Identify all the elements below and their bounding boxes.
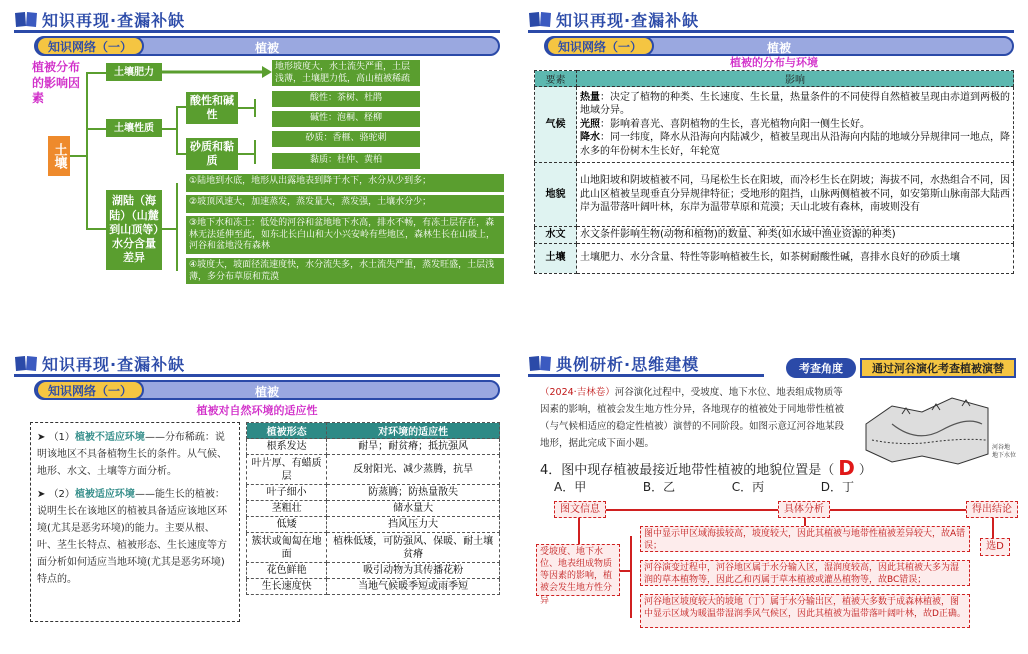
book-icon: [14, 10, 38, 28]
form-cell: 簇状或匍匐在地面: [247, 533, 327, 563]
branch-moisture: 湖陆（海陆）（山麓到山顶等）水分含量差异: [106, 190, 162, 270]
flow-conclusion: 选D: [980, 538, 1010, 556]
adapt-cell: 耐旱；耐贫瘠；抵抗强风: [327, 439, 500, 455]
adapt-cell: 植株低矮，可防强风、保暖、耐土壤贫瘠: [327, 533, 500, 563]
book-icon: [14, 354, 38, 372]
flow-analysis-label: 具体分析: [778, 501, 830, 518]
adapt-cell: 防蒸腾；防热量散失: [327, 485, 500, 501]
acid-alkali: 酸性和碱性: [186, 92, 238, 124]
term: 光照: [580, 118, 600, 130]
alkali-item: 碱性：泡桐、柽柳: [272, 111, 420, 127]
option-d[interactable]: D．丁: [820, 480, 854, 494]
note-prefix: （1）: [48, 432, 75, 443]
options: [554, 478, 854, 495]
table-row: [247, 533, 500, 563]
passage-text: 河谷演化过程中，受坡度、地下水位、地表组成物质等因素的影响，植被会发生地方性分异，各地现存的植被处于同地带性植被（与气候相适应的稳定性植被）演替的不同阶段。如图示意辽河谷地某段地形，据此完成下面小题。: [540, 387, 845, 450]
section-bar: [34, 380, 500, 400]
form-cell: 叶片厚、有蜡质层: [247, 455, 327, 485]
panel3-header: [14, 352, 500, 374]
header-title: 知识再现·查漏补缺: [42, 354, 186, 374]
connector: [238, 107, 254, 109]
factor-cell: 地貌: [535, 163, 577, 227]
section-topic: 植被: [254, 385, 279, 399]
moisture-item-4: ④坡度大，坡面径流速度快，水分流失多，水土流失严重，蒸发旺盛，土层浅薄，多分布草原和荒漠: [186, 258, 504, 284]
connector: [254, 99, 256, 117]
adapt-cell: 反射阳光、减少蒸腾，抗旱: [327, 455, 500, 485]
section-pill: 知识网络（一）: [36, 380, 144, 400]
panel2-header: [528, 8, 1014, 30]
moisture-item-3: ③地下水和冻土：低处的河谷和盆地地下水高，排水不畅，有冻土层存在，森林无法延伸至此，如东北长白山和大小兴安岭有些地区，森林生长在山坡上，河谷和盆地没有森林: [186, 216, 504, 254]
connector: [162, 128, 176, 130]
passage: [540, 384, 850, 452]
source: （2024·吉林卷）: [540, 387, 615, 398]
flow-info: 受坡度、地下水位、地表组成物质等因素的影响，植被会发生地方性分异: [536, 544, 620, 596]
effect-cell: [577, 87, 1014, 163]
form-cell: 生长速度快: [247, 579, 327, 595]
option-c[interactable]: C．丙: [731, 480, 765, 494]
fertility-text: 地形坡度大，水土流失严重，土层浅薄，土壤肥力低，高山植被稀疏: [272, 60, 420, 86]
option-a[interactable]: A．甲: [554, 480, 587, 494]
flow-info-label: 图文信息: [554, 501, 606, 518]
factors-title: 植被分布的影响因素: [32, 60, 81, 106]
flow-conclusion-label: 得出结论: [966, 501, 1018, 518]
connector: [238, 153, 254, 155]
form-cell: 低矮: [247, 517, 327, 533]
section-bar: [544, 36, 1014, 56]
flow-analysis-1: 图中显示甲区域海拔较高，坡度较大，因此其植被与地带性植被差异较大，故A错误；: [640, 526, 970, 552]
connector: [254, 140, 256, 164]
moisture-item-1: ①陆地到水底，地形从出露地表到降于水下，水分从少到多；: [186, 174, 504, 192]
note-text: ——能生长的植被：说明生长在该地区的植被具备适应该地区环境(尤其是恶劣环境)的能力。主要从根、叶、茎生长特点、植被形态、生长速度等方面分析如何适应当地环境(尤其是恶劣环境)特点的。: [37, 489, 227, 585]
flow-line: [620, 570, 630, 572]
flow-analysis-3: 河谷地区坡度较大的坡地（丁）属于水分输出区，植被大多数于成森林植被，图中显示区域为暖温带湿润季风气候区，因此其植被为温带落叶阔叶林，故D正确。: [640, 594, 970, 628]
term-text: ：同一纬度，降水从沿海向内陆减少，植被呈现出从沿海向内陆的地域分异规律同一地点，降水多的年份树木生长好，年轮宽: [580, 132, 1010, 157]
term-text: ：决定了植物的种类、生长速度、生长量，热量条件的不同使得自然植被呈现由赤道到两极的地域分异。: [580, 91, 1010, 117]
col-factor: 要素: [535, 71, 577, 87]
adaptation-table: [246, 422, 500, 595]
clay-item: 黏质：杜仲、黄柏: [272, 153, 420, 169]
table-row: [535, 163, 1014, 227]
flow-line: [992, 518, 994, 538]
table-row: [247, 455, 500, 485]
connector: [176, 106, 178, 154]
connector: [176, 106, 186, 108]
header-rule: [528, 30, 1014, 33]
branch-properties: 土壤性质: [106, 119, 162, 137]
form-cell: 叶子细小: [247, 485, 327, 501]
table-row: [247, 579, 500, 595]
connector: [176, 153, 186, 155]
acid-item: 酸性：茶树、杜鹃: [272, 91, 420, 107]
adaptation-title: 植被对自然环境的适应性: [196, 404, 318, 417]
table-row: [247, 501, 500, 517]
table-row: [535, 243, 1014, 273]
table-row: [247, 485, 500, 501]
note-1: ➤ （1）植被不适应环境——分布稀疏：说明该地区不具备植物生长的条件。从气候、地形、水文、土壤等方面分析。: [37, 432, 227, 477]
table-row: [247, 439, 500, 455]
sand-item: 砂质：香榧、骆驼刺: [272, 131, 420, 147]
section-topic: 植被: [254, 41, 279, 55]
arrow-icon: [162, 66, 272, 78]
answer: D: [838, 456, 855, 480]
connector: [86, 72, 88, 228]
col-adapt: 对环境的适应性: [327, 423, 500, 439]
figure-legend: [992, 444, 1016, 461]
form-cell: 茎粗壮: [247, 501, 327, 517]
section-bar: [34, 36, 500, 56]
sand-clay: 砂质和黏质: [186, 138, 238, 170]
root-soil: 土壤: [48, 136, 70, 176]
table-row: [535, 87, 1014, 163]
adapt-cell: 吸引动物为其传播花粉: [327, 563, 500, 579]
col-effect: 影响: [577, 71, 1014, 87]
adaptation-notes: [30, 422, 240, 622]
moisture-item-2: ②坡顶风速大，加速蒸发，蒸发量大，蒸发强，土壤水分少；: [186, 195, 504, 213]
book-icon: [528, 354, 552, 372]
connector: [70, 155, 86, 157]
note-prefix: （2）: [48, 489, 75, 500]
term: 降水: [580, 132, 600, 144]
connector: [162, 228, 176, 230]
effect-cell: 山地阳坡和阴坡植被不同，马尾松生长在阳坡，而冷杉生长在阴坡；海拔不同，水热组合不同，因此山区植被呈现垂直分异规律特征；受地形的阻挡，山脉两侧植被不同，如安第斯山脉南部大陆西岸为温带落叶阔叶林，东岸为温带草原和荒漠；天山北坡有森林，南坡则没有: [577, 163, 1014, 227]
note-text: ——分布稀疏：说明该地区不具备植物生长的条件。从气候、地形、水文、土壤等方面分析。: [37, 432, 227, 477]
connector: [86, 228, 106, 230]
section-pill: 知识网络（一）: [546, 36, 654, 56]
factor-cell: 水文: [535, 227, 577, 244]
header-rule: [14, 30, 500, 33]
table-row: [247, 517, 500, 533]
table-row: [535, 227, 1014, 244]
connector: [86, 72, 106, 74]
flow-line: [578, 518, 580, 544]
connector: [176, 183, 178, 271]
term-text: ：影响着喜光、喜阴植物的生长，喜光植物向阳一侧生长好。: [600, 118, 870, 130]
adapt-cell: 储水量大: [327, 501, 500, 517]
question-end: ）: [858, 462, 872, 478]
legend-item: 地下水位: [992, 452, 1017, 460]
effect-cell: 水文条件影响生物(动物和植物)的数量、种类(如水域中渔业资源的种类): [577, 227, 1014, 244]
effect-cell: 土壤肥力、水分含量、特性等影响植被生长，如茶树耐酸性碱，喜排水良好的砂质土壤: [577, 243, 1014, 273]
angle-text: 通过河谷演化考查植被演替: [860, 358, 1016, 378]
question: [540, 456, 872, 480]
header-title: 知识再现·查漏补缺: [556, 10, 700, 30]
header-title: 知识再现·查漏补缺: [42, 10, 186, 30]
distribution-table: [534, 70, 1014, 274]
note-key: 植被适应环境: [74, 489, 135, 500]
col-form: 植被形态: [247, 423, 327, 439]
flow-analysis-2: 河谷演变过程中，河谷地区属于水分输入区，湿润度较高，因此其植被大多为湿润的草本植物等，因此乙和丙属于草本植被或灌丛植物等，故BC错误；: [640, 560, 970, 586]
flow-line: [630, 536, 632, 618]
book-icon: [528, 10, 552, 28]
panel1-header: [14, 8, 500, 30]
branch-fertility: 土壤肥力: [106, 63, 162, 81]
factor-cell: 气候: [535, 87, 577, 163]
question-text: 4．图中现存植被最接近地带性植被的地貌位置是（: [540, 462, 835, 478]
angle-tag: 考查角度: [786, 358, 856, 378]
header-title: 典例研析·思维建模: [556, 354, 700, 374]
header-rule: [528, 374, 764, 377]
form-cell: 花色鲜艳: [247, 563, 327, 579]
adapt-cell: 挡风压力大: [327, 517, 500, 533]
adapt-cell: 当地气候暖季短或雨季短: [327, 579, 500, 595]
term: 热量: [580, 91, 600, 103]
valley-figure: [862, 384, 992, 468]
note-2: ➤ （2）植被适应环境——能生长的植被：说明生长在该地区的植被具备适应该地区环境(尤其是恶劣环境)的能力。主要从根、叶、茎生长特点、植被形态、生长速度等方面分析如何适应当地环境(尤其是恶劣环境)特点的。: [37, 489, 227, 585]
connector: [86, 128, 106, 130]
flow-line: [804, 518, 806, 526]
legend-item: 河谷地: [992, 444, 1011, 451]
header-rule: [14, 374, 500, 377]
note-key: 植被不适应环境: [74, 432, 145, 443]
option-b[interactable]: B．乙: [642, 480, 676, 494]
section-topic: 植被: [766, 41, 791, 55]
form-cell: 根系发达: [247, 439, 327, 455]
table-row: [247, 563, 500, 579]
factor-cell: 土壤: [535, 243, 577, 273]
distribution-title: 植被的分布与环境: [730, 56, 818, 69]
section-pill: 知识网络（一）: [36, 36, 144, 56]
